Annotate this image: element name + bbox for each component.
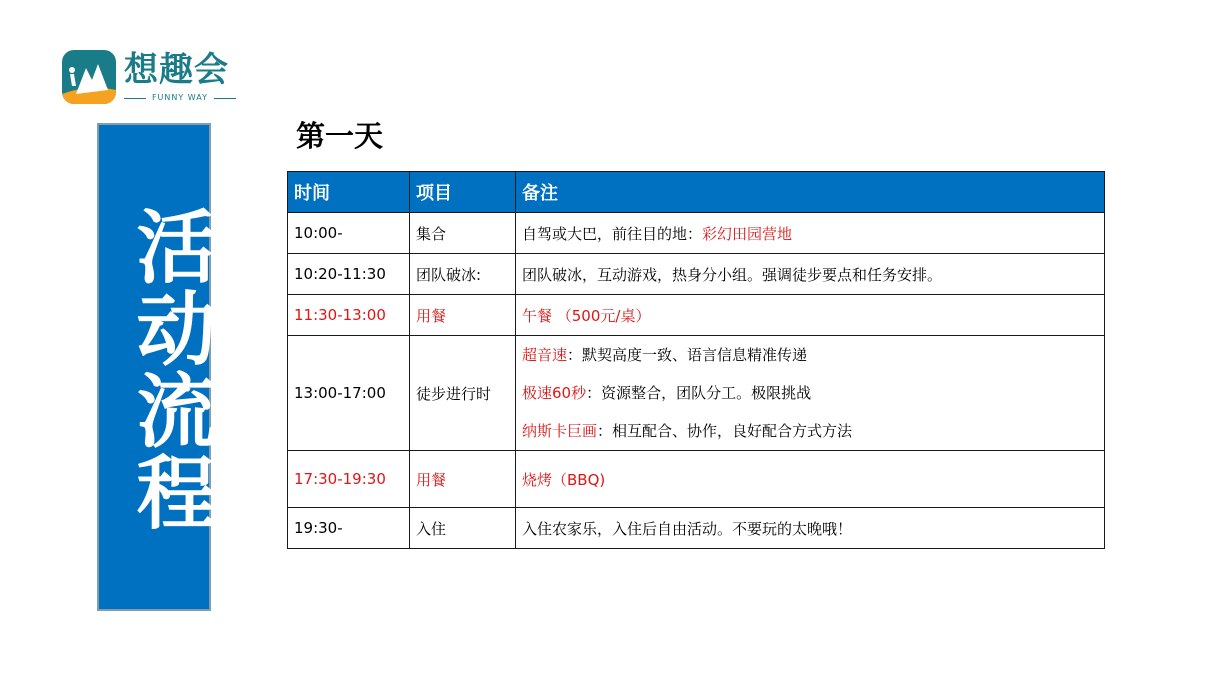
mountain-climber-icon: [62, 50, 116, 104]
table-row: [288, 254, 1105, 295]
cell-time: 10:20-11:30: [288, 254, 410, 295]
activity-line: [522, 412, 1098, 450]
activity-label: 极速60秒: [522, 384, 587, 402]
day-heading: 第一天: [296, 119, 384, 153]
header-item: 项目: [410, 172, 516, 213]
cell-time: 10:00-: [288, 213, 410, 254]
cell-item: 团队破冰:: [410, 254, 516, 295]
logo-subtitle: FUNNY WAY: [124, 92, 236, 104]
cell-item: 入住: [410, 508, 516, 549]
logo: [62, 48, 242, 108]
cell-note: 午餐 （500元/桌）: [516, 295, 1105, 336]
cell-note: 团队破冰，互动游戏，热身分小组。强调徒步要点和任务安排。: [516, 254, 1105, 295]
cell-item: 徒步进行时: [410, 336, 516, 451]
activity-label: 纳斯卡巨画: [522, 422, 598, 440]
schedule-table: [287, 171, 1105, 549]
cell-note: 烧烤（BBQ): [516, 451, 1105, 508]
note-highlight: 彩幻田园营地: [702, 224, 793, 243]
activity-text: ：资源整合，团队分工。极限挑战: [586, 384, 812, 402]
cell-time: 13:00-17:00: [288, 336, 410, 451]
logo-title: 想趣会: [124, 50, 229, 90]
table-header-row: [288, 172, 1105, 213]
side-banner: [97, 123, 216, 611]
activity-line: [522, 336, 1098, 374]
activity-text: ：默契高度一致、语言信息精准传递: [567, 346, 808, 364]
table-row: [288, 336, 1105, 451]
cell-note: [516, 336, 1105, 451]
side-title: 活动流程: [123, 205, 216, 533]
table-row: [288, 508, 1105, 549]
cell-note: 入住农家乐，入住后自由活动。不要玩的太晚哦！: [516, 508, 1105, 549]
header-time: 时间: [288, 172, 410, 213]
cell-time: 19:30-: [288, 508, 410, 549]
cell-item: 用餐: [410, 451, 516, 508]
cell-item: 集合: [410, 213, 516, 254]
table-row: [288, 295, 1105, 336]
table-row: [288, 213, 1105, 254]
activity-line: [522, 374, 1098, 412]
cell-item: 用餐: [410, 295, 516, 336]
note-text: 自驾或大巴，前往目的地：: [522, 224, 703, 243]
cell-time: 11:30-13:00: [288, 295, 410, 336]
table-row: [288, 451, 1105, 508]
cell-time: 17:30-19:30: [288, 451, 410, 508]
activity-label: 超音速: [522, 346, 568, 364]
activity-text: ：相互配合、协作，良好配合方式方法: [597, 422, 853, 440]
cell-note: [516, 213, 1105, 254]
header-note: 备注: [516, 172, 1105, 213]
